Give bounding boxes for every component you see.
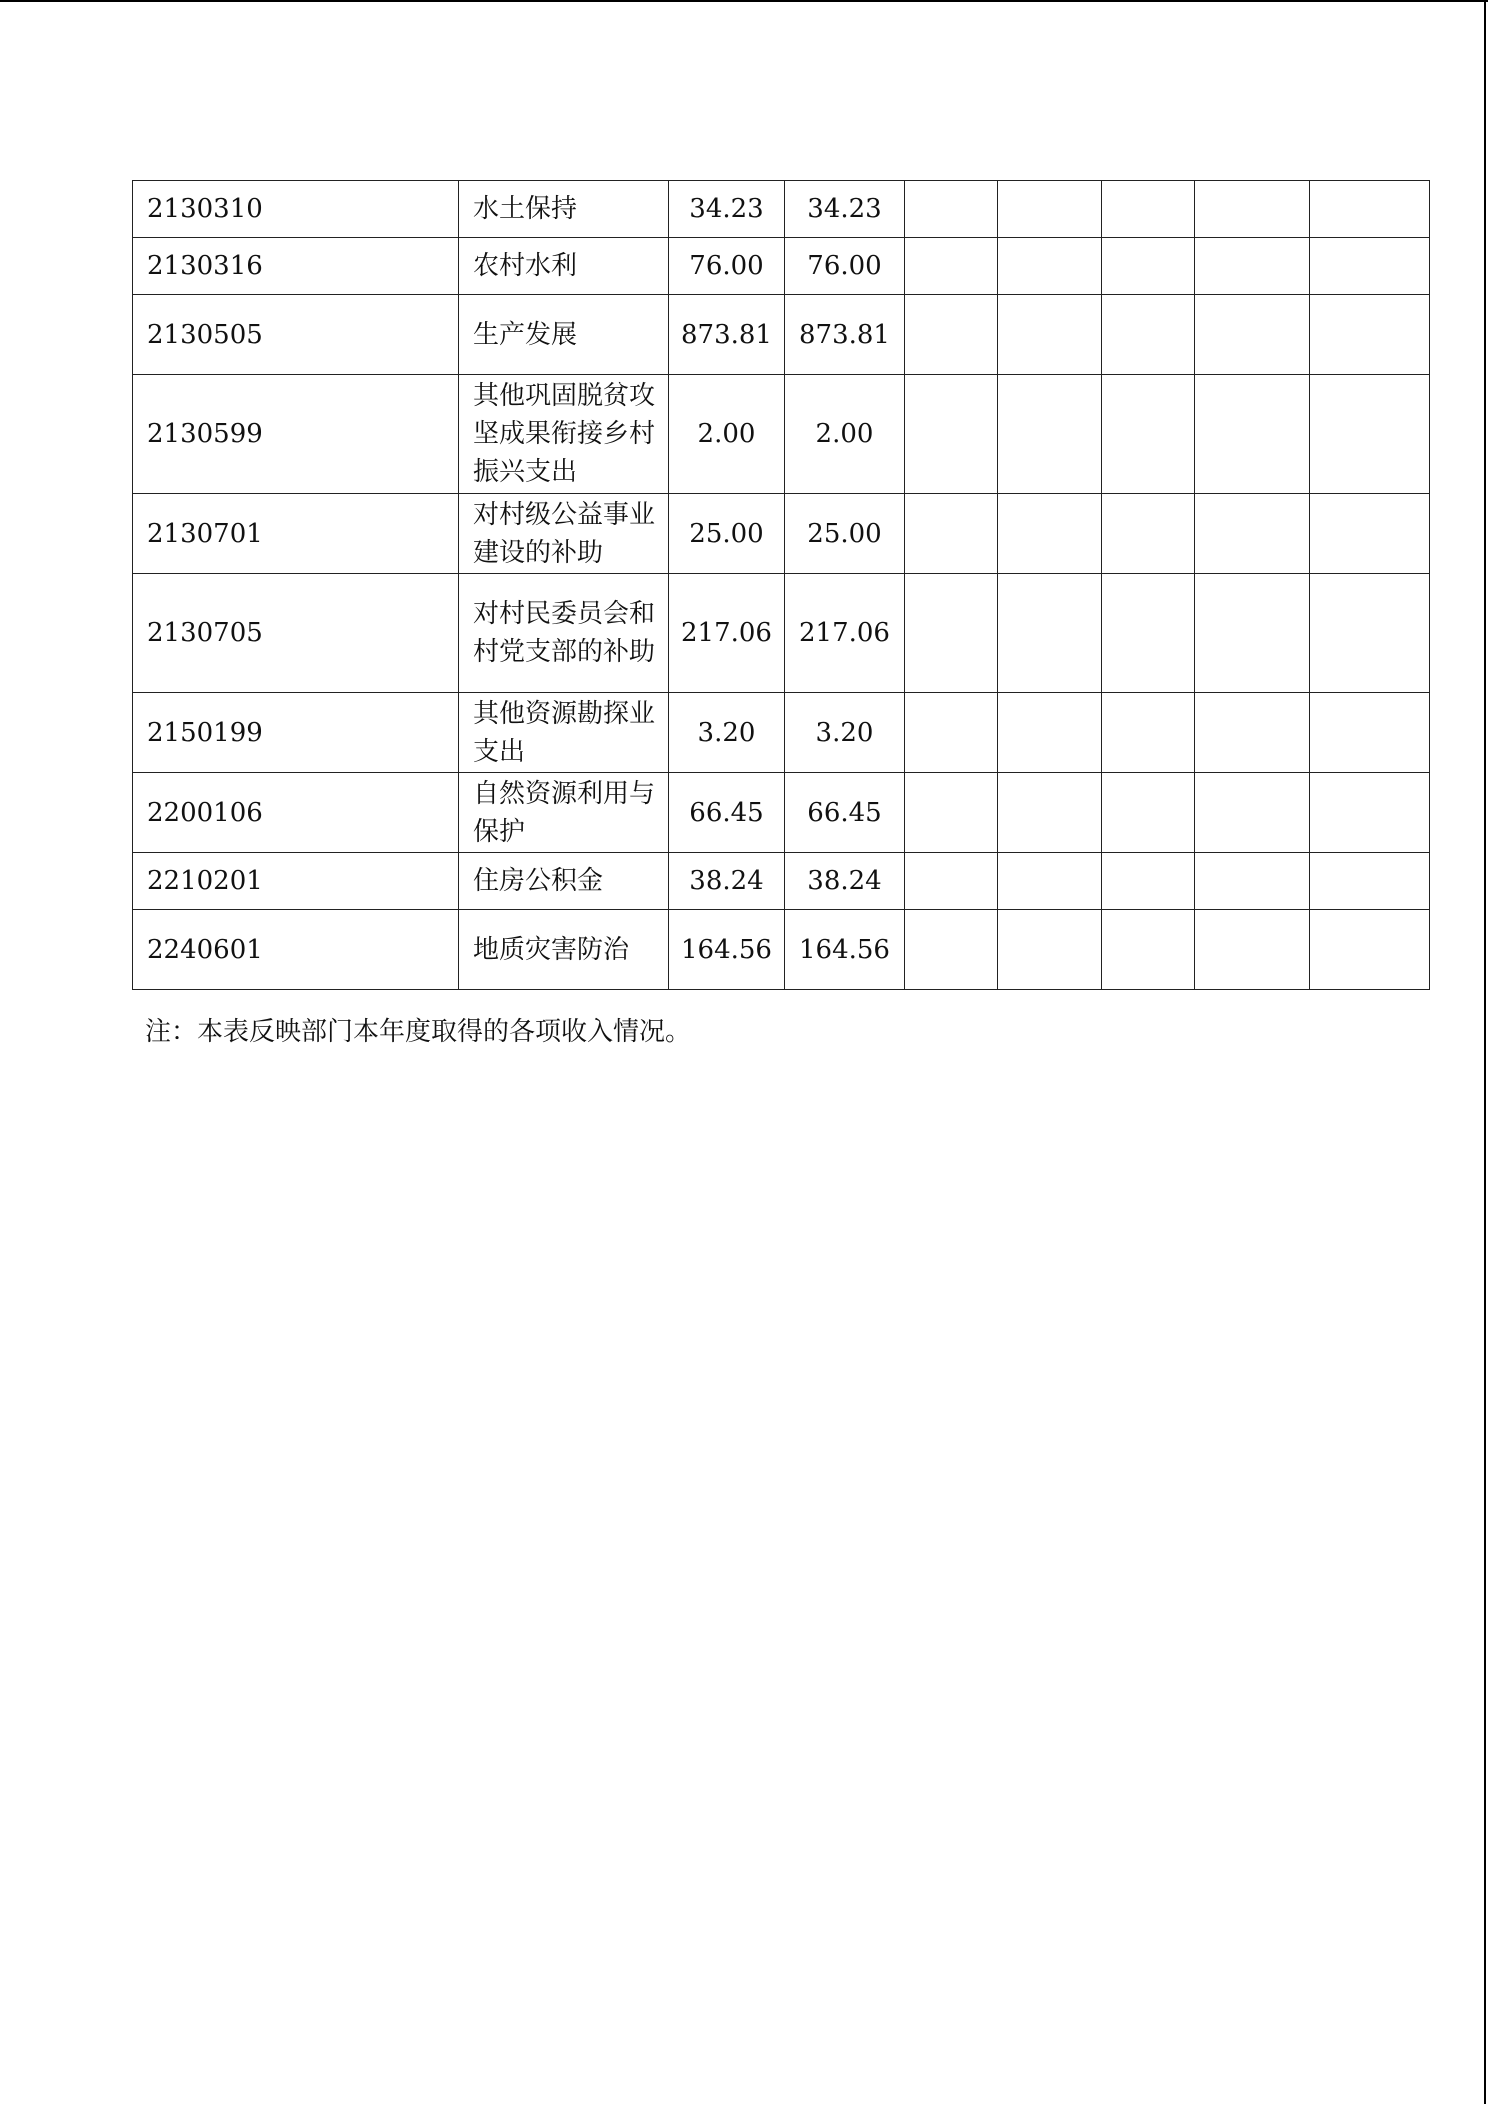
table-row xyxy=(133,494,1430,574)
empty-cell xyxy=(1102,375,1195,494)
empty-cell xyxy=(998,238,1102,295)
subject-code-cell: 2130701 xyxy=(133,494,459,574)
subtotal-cell: 38.24 xyxy=(785,853,905,910)
subject-code-cell: 2130505 xyxy=(133,295,459,375)
amount-cell: 25.00 xyxy=(669,494,785,574)
empty-cell xyxy=(998,693,1102,773)
table-note: 注：本表反映部门本年度取得的各项收入情况。 xyxy=(145,1017,692,1047)
subject-name-cell: 其他巩固脱贫攻坚成果衔接乡村振兴支出 xyxy=(459,375,669,494)
subject-code-cell: 2150199 xyxy=(133,693,459,773)
subtotal-cell: 217.06 xyxy=(785,574,905,693)
subtotal-cell: 34.23 xyxy=(785,181,905,238)
subtotal-cell: 873.81 xyxy=(785,295,905,375)
empty-cell xyxy=(1102,574,1195,693)
table-row xyxy=(133,238,1430,295)
empty-cell xyxy=(998,494,1102,574)
subject-code-cell: 2130705 xyxy=(133,574,459,693)
empty-cell xyxy=(1102,295,1195,375)
empty-cell xyxy=(1310,853,1430,910)
subject-code-cell: 2130310 xyxy=(133,181,459,238)
subject-name-cell: 地质灾害防治 xyxy=(459,910,669,990)
empty-cell xyxy=(905,853,998,910)
empty-cell xyxy=(1310,375,1430,494)
empty-cell xyxy=(1102,494,1195,574)
empty-cell xyxy=(1310,773,1430,853)
empty-cell xyxy=(1195,375,1310,494)
subject-name-cell: 对村民委员会和村党支部的补助 xyxy=(459,574,669,693)
amount-cell: 217.06 xyxy=(669,574,785,693)
subject-name-cell: 水土保持 xyxy=(459,181,669,238)
empty-cell xyxy=(905,238,998,295)
subject-name-cell: 对村级公益事业建设的补助 xyxy=(459,494,669,574)
page-right-border xyxy=(1484,0,1486,2104)
empty-cell xyxy=(905,693,998,773)
empty-cell xyxy=(1195,181,1310,238)
table-body xyxy=(133,181,1430,990)
empty-cell xyxy=(1102,910,1195,990)
empty-cell xyxy=(1310,574,1430,693)
empty-cell xyxy=(1310,910,1430,990)
empty-cell xyxy=(1195,853,1310,910)
empty-cell xyxy=(998,853,1102,910)
subject-name-cell: 其他资源勘探业支出 xyxy=(459,693,669,773)
table-row xyxy=(133,910,1430,990)
amount-cell: 3.20 xyxy=(669,693,785,773)
empty-cell xyxy=(905,574,998,693)
amount-cell: 76.00 xyxy=(669,238,785,295)
amount-cell: 873.81 xyxy=(669,295,785,375)
subtotal-cell: 3.20 xyxy=(785,693,905,773)
amount-cell: 2.00 xyxy=(669,375,785,494)
subtotal-cell: 25.00 xyxy=(785,494,905,574)
empty-cell xyxy=(1195,693,1310,773)
empty-cell xyxy=(998,181,1102,238)
table-row xyxy=(133,853,1430,910)
empty-cell xyxy=(1195,238,1310,295)
subject-code-cell: 2130599 xyxy=(133,375,459,494)
empty-cell xyxy=(1310,181,1430,238)
subject-name-cell: 农村水利 xyxy=(459,238,669,295)
empty-cell xyxy=(998,295,1102,375)
empty-cell xyxy=(1310,295,1430,375)
empty-cell xyxy=(905,375,998,494)
empty-cell xyxy=(998,375,1102,494)
subtotal-cell: 66.45 xyxy=(785,773,905,853)
empty-cell xyxy=(1310,693,1430,773)
empty-cell xyxy=(1102,773,1195,853)
amount-cell: 34.23 xyxy=(669,181,785,238)
table-row xyxy=(133,773,1430,853)
empty-cell xyxy=(1310,238,1430,295)
subtotal-cell: 2.00 xyxy=(785,375,905,494)
table-row xyxy=(133,693,1430,773)
subtotal-cell: 164.56 xyxy=(785,910,905,990)
table-row xyxy=(133,375,1430,494)
empty-cell xyxy=(1195,773,1310,853)
empty-cell xyxy=(905,494,998,574)
empty-cell xyxy=(1195,494,1310,574)
subject-name-cell: 自然资源利用与保护 xyxy=(459,773,669,853)
page-top-border xyxy=(0,0,1488,2)
subtotal-cell: 76.00 xyxy=(785,238,905,295)
empty-cell xyxy=(1102,238,1195,295)
subject-code-cell: 2200106 xyxy=(133,773,459,853)
empty-cell xyxy=(905,773,998,853)
subject-name-cell: 住房公积金 xyxy=(459,853,669,910)
table-row xyxy=(133,574,1430,693)
table-row xyxy=(133,295,1430,375)
empty-cell xyxy=(998,910,1102,990)
empty-cell xyxy=(905,181,998,238)
amount-cell: 66.45 xyxy=(669,773,785,853)
subject-name-cell: 生产发展 xyxy=(459,295,669,375)
empty-cell xyxy=(905,295,998,375)
empty-cell xyxy=(998,773,1102,853)
empty-cell xyxy=(1102,693,1195,773)
empty-cell xyxy=(1195,574,1310,693)
subject-code-cell: 2240601 xyxy=(133,910,459,990)
subject-code-cell: 2210201 xyxy=(133,853,459,910)
table-row xyxy=(133,181,1430,238)
empty-cell xyxy=(998,574,1102,693)
empty-cell xyxy=(1102,853,1195,910)
empty-cell xyxy=(1310,494,1430,574)
empty-cell xyxy=(1195,295,1310,375)
amount-cell: 164.56 xyxy=(669,910,785,990)
amount-cell: 38.24 xyxy=(669,853,785,910)
income-table xyxy=(132,180,1430,990)
empty-cell xyxy=(1102,181,1195,238)
empty-cell xyxy=(1195,910,1310,990)
empty-cell xyxy=(905,910,998,990)
subject-code-cell: 2130316 xyxy=(133,238,459,295)
